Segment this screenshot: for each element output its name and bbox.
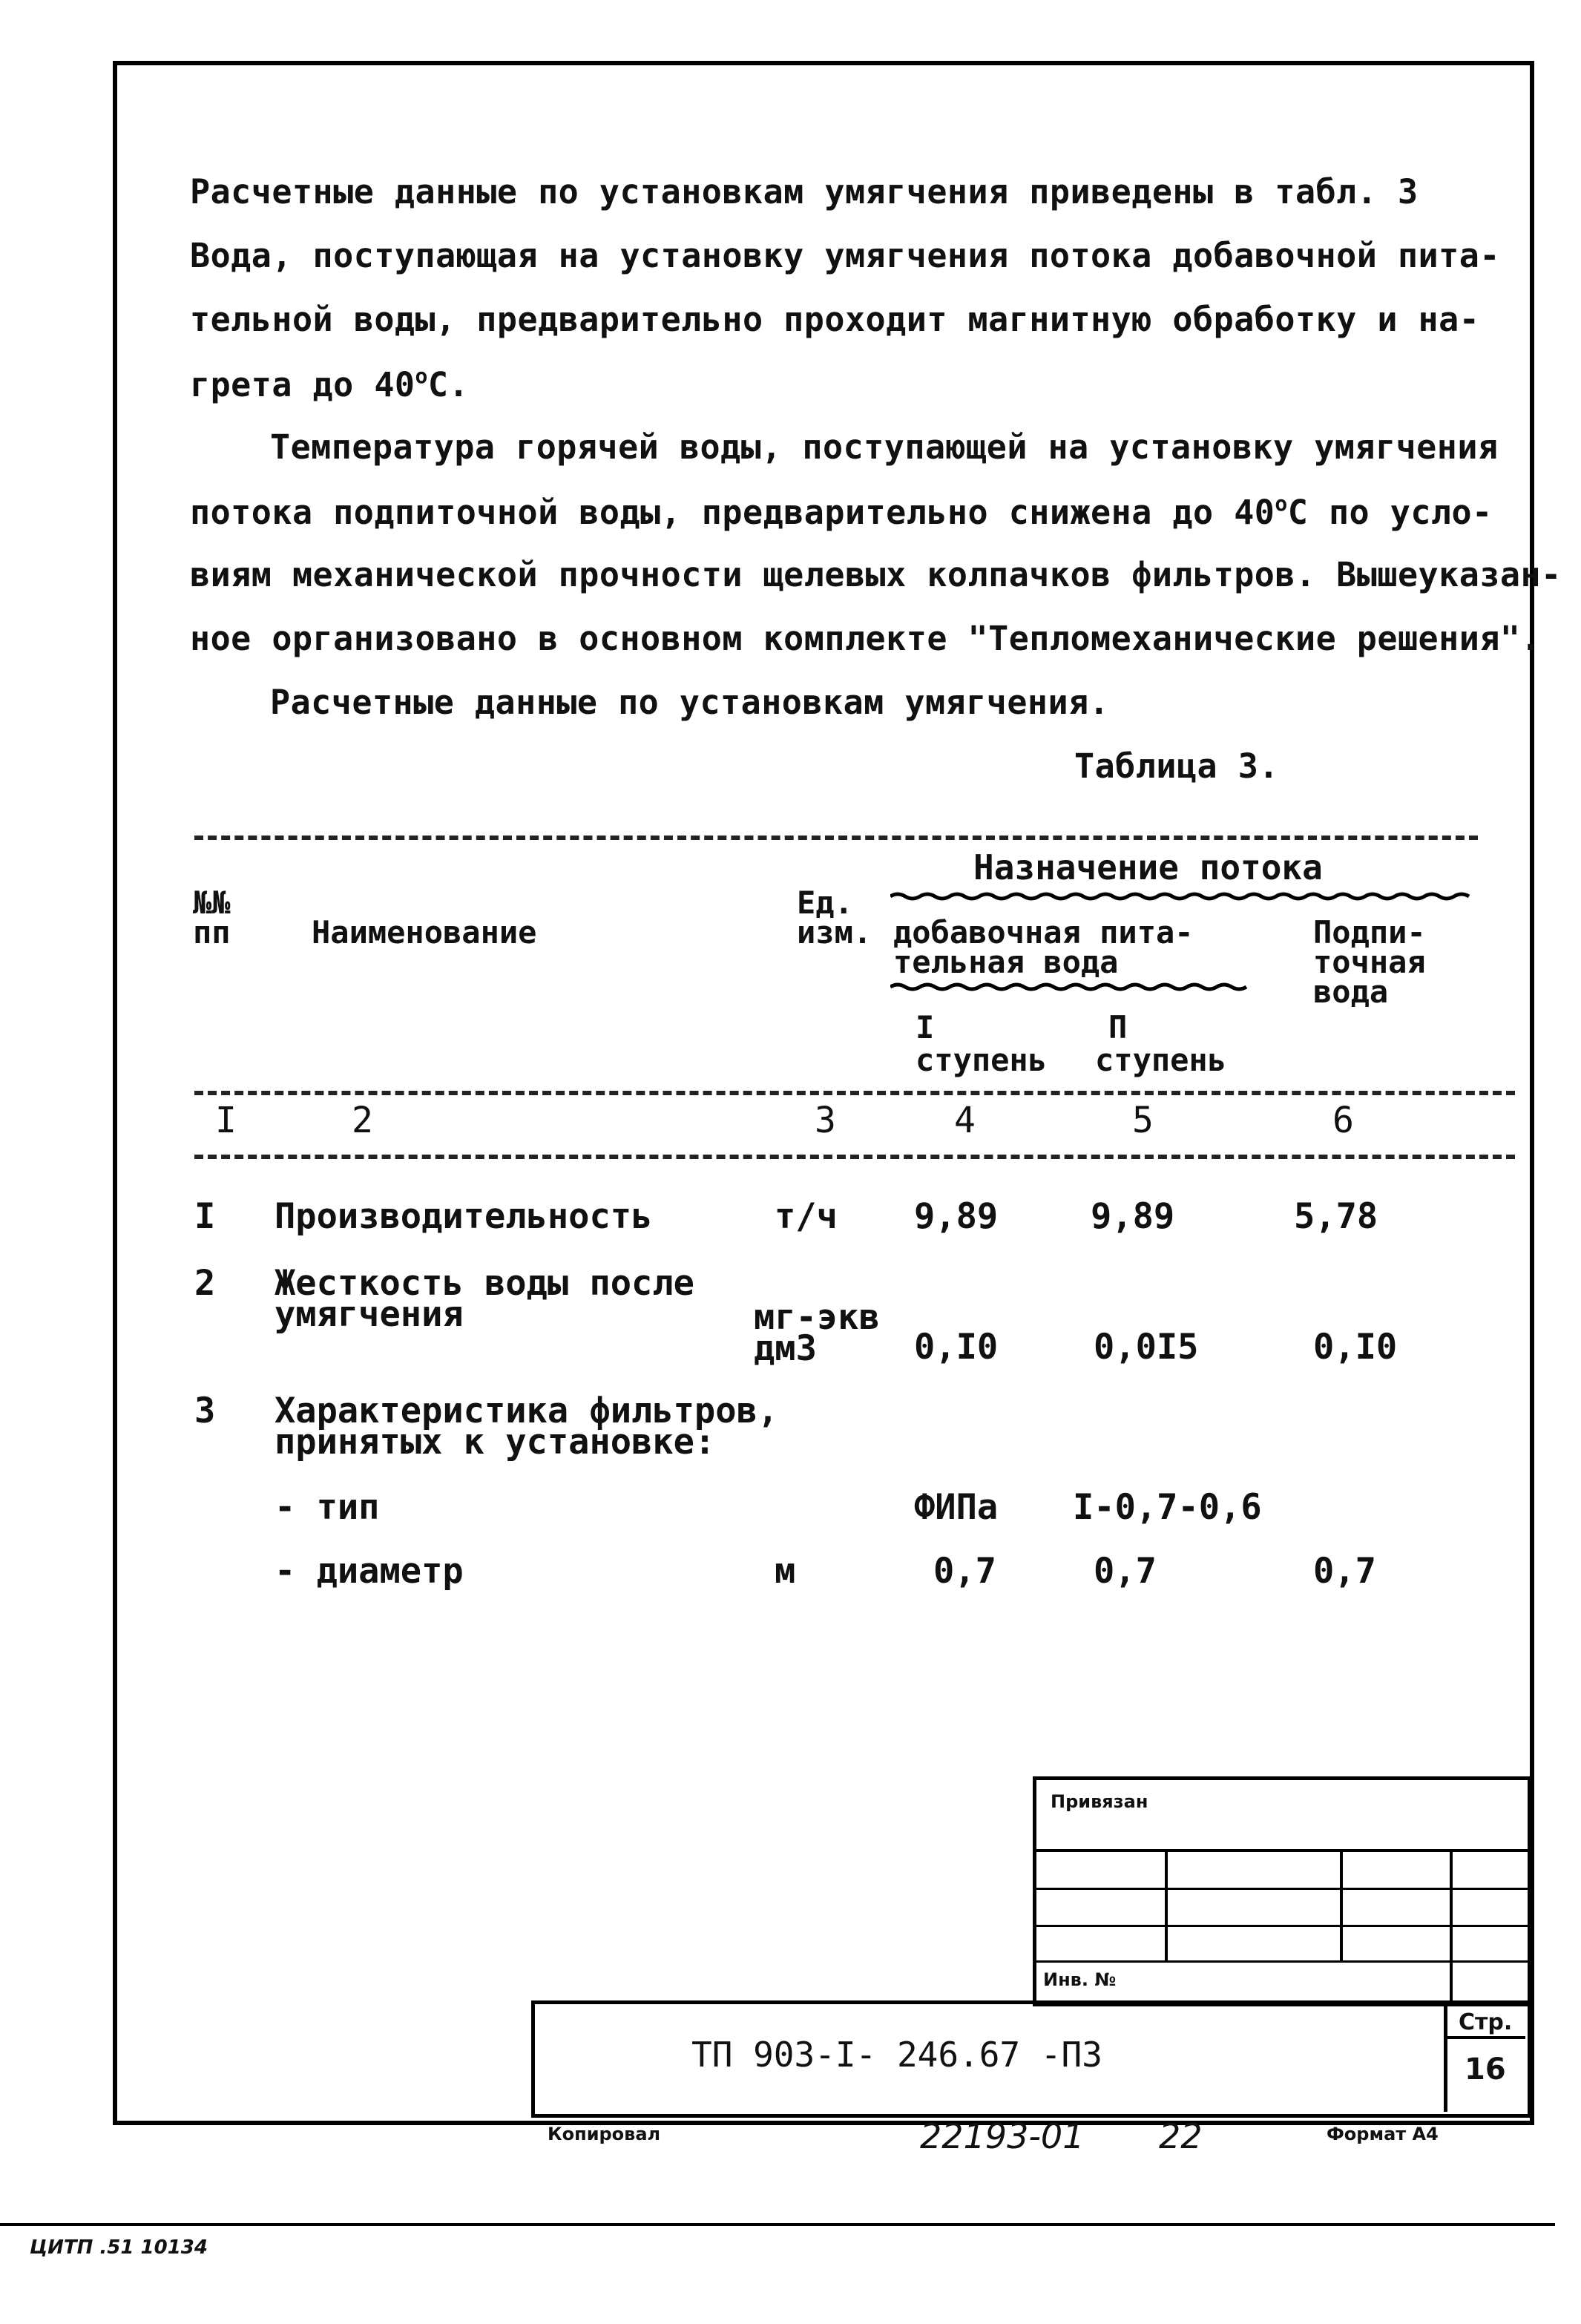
row-2-num: 2 (194, 1263, 216, 1304)
header-stage1-1: I (916, 1009, 935, 1046)
row-1-makeup: 5,78 (1294, 1196, 1378, 1237)
print-mark: ЦИТП .51 10134 (30, 2236, 208, 2259)
stamp-rule (1033, 1888, 1528, 1890)
paragraph-2-line-1: Температура горячей воды, поступающей на установку умягчения (270, 427, 1499, 467)
row-2-name-2: умягчения (275, 1294, 464, 1335)
footer-handwritten-code: 22193-01 (920, 2116, 1085, 2156)
header-bottom-rule (194, 1091, 1515, 1095)
row-2-unit-2: дм3 (754, 1328, 817, 1369)
stamp-rule (1450, 1849, 1453, 2005)
paragraph-1-line-2: Вода, поступающая на установку умягчения потока добавочной пита- (190, 236, 1500, 275)
paragraph-2-line-4: ное организовано в основном комплекте "Тепломеханические решения". (190, 619, 1542, 658)
stamp-rule (1033, 1849, 1528, 1852)
header-purpose: Назначение потока (973, 847, 1323, 887)
row-3-num: 3 (194, 1391, 216, 1431)
row-1-unit: т/ч (775, 1196, 838, 1237)
paragraph-1-line-1: Расчетные данные по установкам умягчения приведены в табл. 3 (190, 172, 1419, 211)
col-number-4: 4 (954, 1100, 976, 1141)
row-2-stage2: 0,0I5 (1094, 1327, 1199, 1368)
add-water-underline (890, 981, 1261, 993)
row-type-stage2: I-0,7-0,6 (1073, 1487, 1262, 1528)
page-label: Стр. (1459, 2009, 1513, 2035)
row-1-stage1: 9,89 (914, 1196, 999, 1237)
row-diameter-name: - диаметр (275, 1551, 464, 1592)
header-stage1-2: ступень (916, 1042, 1048, 1078)
doc-code: ТП 903-I- 246.67 -ПЗ (691, 2035, 1102, 2075)
row-type-stage1: ФИПа (914, 1487, 999, 1528)
header-makeup-1: Подпи- (1313, 914, 1426, 951)
header-name: Наименование (312, 914, 537, 951)
header-stage2-1: П (1108, 1009, 1128, 1046)
header-makeup-2: точная (1313, 944, 1426, 980)
stamp-rule (1165, 1849, 1168, 1962)
paragraph-2-line-3: виям механической прочности щелевых колпачков фильтров. Вышеуказан- (190, 555, 1562, 594)
footer-handwritten-number: 22 (1159, 2116, 1203, 2156)
row-diameter-unit: м (775, 1551, 796, 1592)
paragraph-1-line-3: тельной воды, предварительно проходит магнитную обработку и на- (190, 300, 1480, 339)
footer-kopiroval: Копировал (548, 2124, 661, 2144)
col-number-bottom-rule (194, 1155, 1515, 1159)
paragraph-1-line-4: грета до $40^оC$. (190, 364, 470, 404)
paragraph-3: Расчетные данные по установкам умягчения. (270, 683, 1110, 722)
header-num-1: №№ (193, 884, 231, 921)
stamp-rule (1033, 1960, 1528, 1963)
row-1-stage2: 9,89 (1091, 1196, 1175, 1237)
row-1-num: I (194, 1196, 216, 1237)
row-diameter-stage1: 0,7 (933, 1551, 996, 1592)
row-2-stage1: 0,I0 (914, 1327, 999, 1368)
header-unit-1: Ед. (797, 884, 853, 921)
header-stage2-2: ступень (1095, 1042, 1227, 1078)
stamp-inv-label: Инв. № (1043, 1969, 1117, 1990)
stamp-rule (1033, 1925, 1528, 1927)
col-number-6: 6 (1332, 1100, 1354, 1141)
page-number: 16 (1465, 2052, 1506, 2087)
row-diameter-makeup: 0,7 (1313, 1551, 1376, 1592)
row-3-name-1: Характеристика фильтров, (275, 1391, 779, 1431)
row-type-name: - тип (275, 1487, 380, 1528)
header-unit-2: изм. (797, 914, 872, 951)
row-2-makeup: 0,I0 (1313, 1327, 1398, 1368)
table-caption: Таблица 3. (1074, 746, 1279, 786)
col-number-3: 3 (815, 1100, 836, 1141)
row-3-name-2: принятых к установке: (275, 1422, 716, 1463)
stamp-rule (1444, 2000, 1447, 2112)
header-num-2: пп (193, 914, 231, 951)
col-number-1: I (215, 1100, 237, 1141)
header-add-1: добавочная пита- (893, 914, 1194, 951)
row-2-unit-1: мг-экв (754, 1297, 880, 1338)
footer-format: Формат А4 (1327, 2124, 1439, 2144)
purpose-underline (890, 890, 1476, 902)
header-makeup-3: вода (1313, 974, 1389, 1010)
col-number-2: 2 (352, 1100, 373, 1141)
stamp-privyazan-label: Привязан (1051, 1791, 1148, 1812)
col-number-5: 5 (1132, 1100, 1154, 1141)
row-diameter-stage2: 0,7 (1094, 1551, 1157, 1592)
row-2-name-1: Жесткость воды после (275, 1263, 694, 1304)
stamp-rule (1444, 2036, 1525, 2039)
stamp-rule (1340, 1849, 1343, 1962)
bottom-rule (0, 2223, 1555, 2226)
header-add-2: тельная вода (893, 944, 1119, 980)
table-top-rule (194, 836, 1478, 840)
paragraph-2-line-2: потока подпиточной воды, предварительно снижена до $40^оC$ по усло- (190, 491, 1493, 532)
row-1-name: Производительность (275, 1196, 653, 1237)
